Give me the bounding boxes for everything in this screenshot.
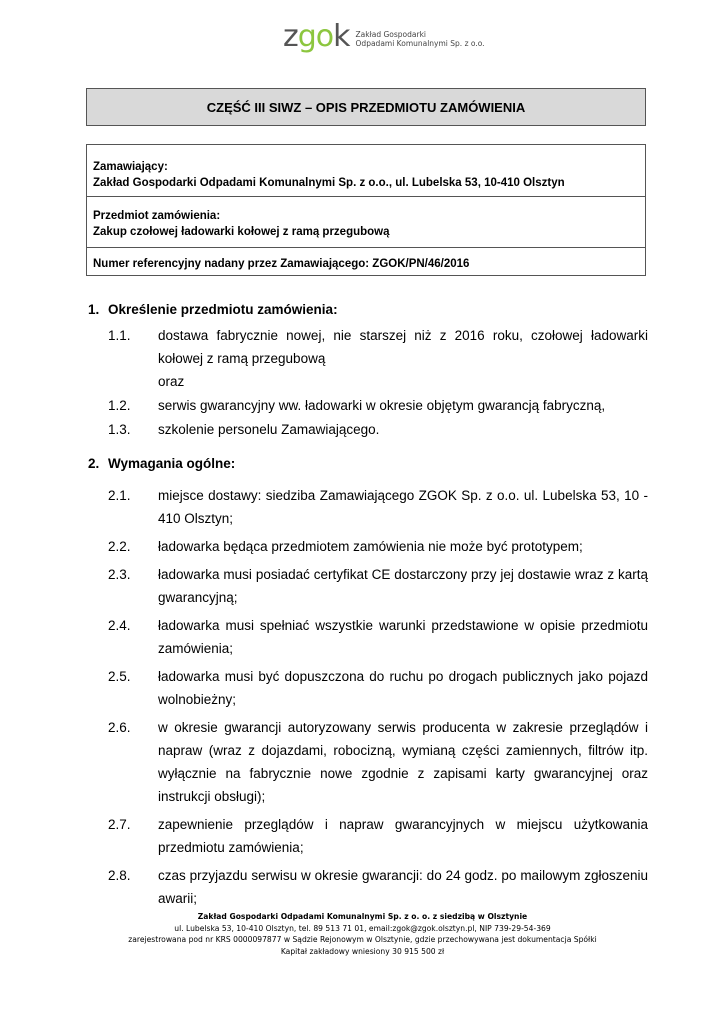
list-item <box>88 614 648 660</box>
list-item <box>88 484 648 530</box>
document-title: CZĘŚĆ III SIWZ – OPIS PRZEDMIOTU ZAMÓWIENIA <box>206 99 526 115</box>
item-text: szkolenie personelu Zamawiającego. <box>158 422 380 437</box>
item-extra-text: oraz <box>158 374 185 389</box>
list-item <box>88 665 648 711</box>
page-footer <box>0 911 725 957</box>
reference-number-cell <box>87 247 645 275</box>
item-text: ładowarka musi spełniać wszystkie warunki przedstawione w opisie przedmiotu zamówienia; <box>158 618 648 656</box>
ordering-party-label: Zamawiający: <box>93 161 168 173</box>
item-text: ładowarka musi posiadać certyfikat CE dostarczony przy jej dostawie wraz z kartą gwarancyjną; <box>158 567 648 605</box>
order-info-table <box>86 144 646 276</box>
list-item <box>88 813 648 859</box>
section-2-number: 2. <box>88 456 100 471</box>
item-text: dostawa fabrycznie nowej, nie starszej niż z 2016 roku, czołowej ładowarki kołowej z ramą przegubową <box>158 328 648 366</box>
list-item <box>88 563 648 609</box>
list-item <box>88 864 648 910</box>
list-item <box>88 716 648 808</box>
logo-subtitle <box>356 30 485 48</box>
item-text: ładowarka będąca przedmiotem zamówienia nie może być prototypem; <box>158 539 583 554</box>
footer-contact: ul. Lubelska 53, 10-410 Olsztyn, tel. 89 513 71 01, email:zgok@zgok.olsztyn.pl, NIP 739-29-54-369 <box>174 923 551 933</box>
logo-line-1: Zakład Gospodarki <box>355 30 427 39</box>
logo-mark: zgok <box>283 19 350 54</box>
section-2-heading <box>88 456 648 471</box>
footer-company-name: Zakład Gospodarki Odpadami Komunalnymi Sp. z o. o. z siedzibą w Olsztynie <box>197 912 528 921</box>
list-item <box>88 418 648 441</box>
item-number: 1.1. <box>108 328 131 343</box>
order-subject-cell <box>87 196 645 247</box>
item-number: 2.1. <box>108 488 131 503</box>
item-number: 2.5. <box>108 669 131 684</box>
section-1-number: 1. <box>88 302 100 317</box>
item-number: 1.2. <box>108 398 131 413</box>
item-text: zapewnienie przeglądów i napraw gwarancyjnych w miejscu użytkowania przedmiotu zamówienia; <box>158 817 648 855</box>
order-subject-value: Zakup czołowej ładowarki kołowej z ramą przegubową <box>93 226 390 238</box>
ordering-party-cell <box>87 145 645 196</box>
item-number: 2.8. <box>108 868 131 883</box>
footer-capital: Kapitał zakładowy wniesiony 30 915 500 zł <box>280 946 445 956</box>
section-2-title: Wymagania ogólne: <box>108 456 236 471</box>
list-item <box>88 394 648 417</box>
item-number: 1.3. <box>108 422 131 437</box>
item-text: w okresie gwarancji autoryzowany serwis producenta w zakresie przeglądów i napraw (wraz z dojazdami, robocizną, wymianą części zamiennych, filtrów itp. wyłącznie na fabrycznie nowe zgodnie z zapisami karty gwarancyjnej oraz instrukcji obsługi); <box>158 720 648 804</box>
section-1-title: Określenie przedmiotu zamówienia: <box>108 302 338 317</box>
item-number: 2.7. <box>108 817 131 832</box>
document-title-box <box>86 88 646 126</box>
logo-line-2: Odpadami Komunalnymi Sp. z o.o. <box>355 39 485 48</box>
item-text: serwis gwarancyjny ww. ładowarki w okresie objętym gwarancją fabryczną, <box>158 398 606 413</box>
footer-registration: zarejestrowana pod nr KRS 0000097877 w Sądzie Rejonowym w Olsztynie, gdzie przechowywana jest dokumentacja Spółki <box>128 935 597 944</box>
company-logo <box>283 19 485 56</box>
item-text: miejsce dostawy: siedziba Zamawiającego ZGOK Sp. z o.o. ul. Lubelska 53, 10 - 410 Olsztyn; <box>158 488 648 526</box>
item-text: ładowarka musi być dopuszczona do ruchu po drogach publicznych jako pojazd wolnobieżny; <box>158 669 648 707</box>
item-number: 2.3. <box>108 567 131 582</box>
section-1-heading <box>88 302 648 317</box>
section-1 <box>88 302 648 442</box>
order-subject-label: Przedmiot zamówienia: <box>93 210 221 222</box>
item-number: 2.6. <box>108 720 131 735</box>
list-item <box>88 535 648 558</box>
item-text: czas przyjazdu serwisu w okresie gwarancji: do 24 godz. po mailowym zgłoszeniu awarii; <box>158 868 648 906</box>
section-2 <box>88 456 648 915</box>
ordering-party-value: Zakład Gospodarki Odpadami Komunalnymi Sp. z o.o., ul. Lubelska 53, 10-410 Olsztyn <box>93 177 565 189</box>
list-item <box>88 324 648 393</box>
reference-number: Numer referencyjny nadany przez Zamawiającego: ZGOK/PN/46/2016 <box>93 258 470 270</box>
item-number: 2.4. <box>108 618 131 633</box>
item-number: 2.2. <box>108 539 131 554</box>
